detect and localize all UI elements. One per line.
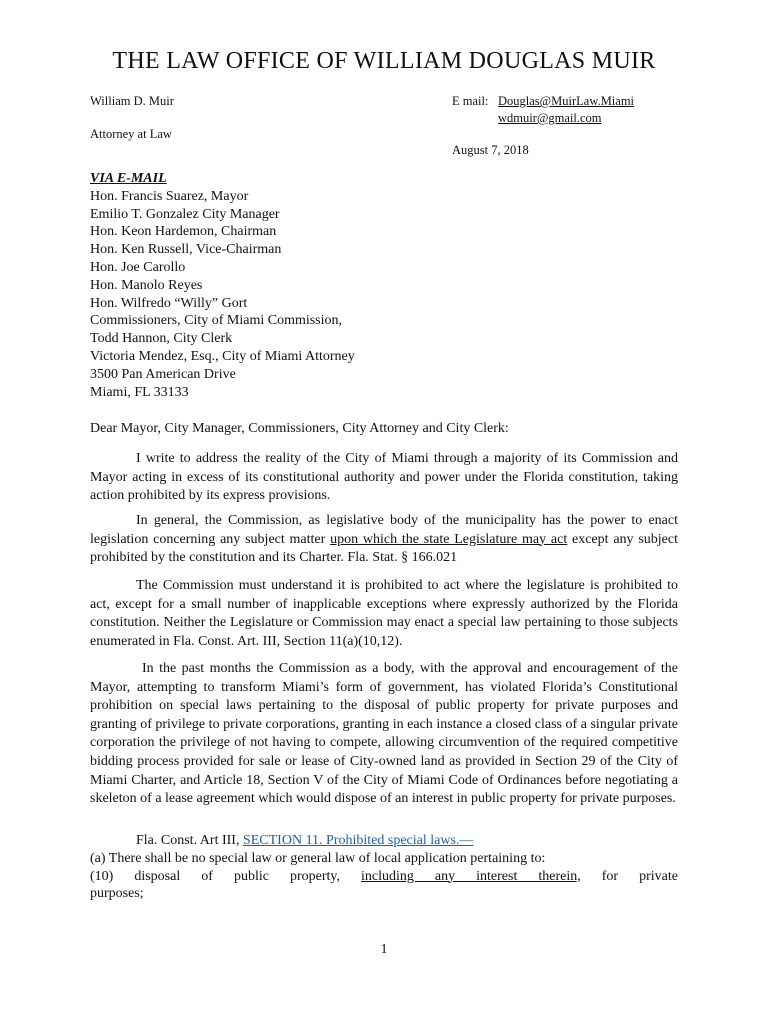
recipient-line: Hon. Francis Suarez, Mayor <box>90 188 249 204</box>
paragraph-2-underlined: upon which the state Legislature may act <box>330 531 568 547</box>
statute-item-10-a: (10) disposal of public property, <box>90 868 361 884</box>
email-secondary-link[interactable]: wdmuir@gmail.com <box>498 111 602 125</box>
letter-date: August 7, 2018 <box>452 143 529 157</box>
paragraph-4: In the past months the Commission as a body, with the approval and encouragement of the Mayor, attempting to transform Miami’s form of government, has violated Florida’s Constitutional prohibition on special laws pertaining to the disposal of public property for private purposes and granting of privilege to private corporations, granting in each instance a closed class of a singular private corporation the privilege of not having to compete, allowing circumvention of the required competitive bidding process provided for sale or lease of City-owned land as provided in Section 29 of the City of Miami Charter, and Article 18, Section V of the City of Miami Code of Ordinances before negotiating a skeleton of a lease agreement which would dispose of an interest in public property for private purposes. <box>90 661 678 807</box>
statute-citation <box>90 832 678 850</box>
statute-item-10-underlined: including any interest therein, <box>361 868 581 884</box>
statute-item-10-continued: purposes; <box>90 886 144 902</box>
salutation: Dear Mayor, City Manager, Commissioners, City Attorney and City Clerk: <box>90 421 509 436</box>
statute-citation-prefix: Fla. Const. Art III, <box>136 833 243 848</box>
email-label: E mail: <box>452 94 489 108</box>
sender-name: William D. Muir <box>90 94 174 108</box>
recipient-line: Commissioners, City of Miami Commission, <box>90 313 343 329</box>
paragraph-2-text-a: In general, the Commission, as legislative body of the municipality has the power to enact legislation concerning any subject matter <box>90 513 678 547</box>
letterhead-title: THE LAW OFFICE OF WILLIAM DOUGLAS MUIR <box>112 48 656 74</box>
paragraph-2 <box>90 512 678 568</box>
recipient-line: Hon. Wilfredo “Willy” Gort <box>90 295 248 311</box>
statute-item-10 <box>90 868 678 886</box>
statute-item-10-b: for private <box>580 868 678 884</box>
recipient-line: Emilio T. Gonzalez City Manager <box>90 206 280 222</box>
contact-block <box>452 93 634 127</box>
statute-quote <box>90 832 678 903</box>
recipient-line: Hon. Manolo Reyes <box>90 277 203 293</box>
statute-subsection-a: (a) There shall be no special law or general law of local application pertaining to: <box>90 850 546 866</box>
statute-section-link[interactable]: SECTION 11. Prohibited special laws.— <box>242 833 474 848</box>
paragraph-2-text-b: except any subject prohibited by the constitution and its Charter. Fla. Stat. § 166.021 <box>90 531 678 566</box>
email-primary-link[interactable]: Douglas@MuirLaw.Miami <box>498 94 635 108</box>
paragraph-1: I write to address the reality of the City of Miami through a majority of its Commission and Mayor acting in excess of its constitutional authority and power under the Florida constitution, taking action prohibited by its express provisions. <box>90 451 678 504</box>
recipient-line: Hon. Ken Russell, Vice-Chairman <box>90 242 282 258</box>
page-number: 1 <box>380 942 388 957</box>
recipient-line: Hon. Keon Hardemon, Chairman <box>90 224 277 240</box>
recipient-block <box>90 170 355 401</box>
delivery-method: VIA E-MAIL <box>90 171 167 186</box>
recipient-line: 3500 Pan American Drive <box>90 366 236 382</box>
recipient-line: Todd Hannon, City Clerk <box>90 331 233 347</box>
recipient-line: Victoria Mendez, Esq., City of Miami Attorney <box>90 348 355 364</box>
paragraph-3: The Commission must understand it is prohibited to act where the legislature is prohibited to act, except for a small number of inapplicable exceptions where expressly authorized by the Florida constitution. Neither the Legislature or Commission may enact a special law pertaining to those subjects enumerated in Fla. Const. Art. III, Section 11(a)(10,12). <box>90 578 678 649</box>
recipient-line: Hon. Joe Carollo <box>90 259 186 275</box>
recipient-line: Miami, FL 33133 <box>90 384 189 400</box>
sender-role: Attorney at Law <box>90 127 172 141</box>
